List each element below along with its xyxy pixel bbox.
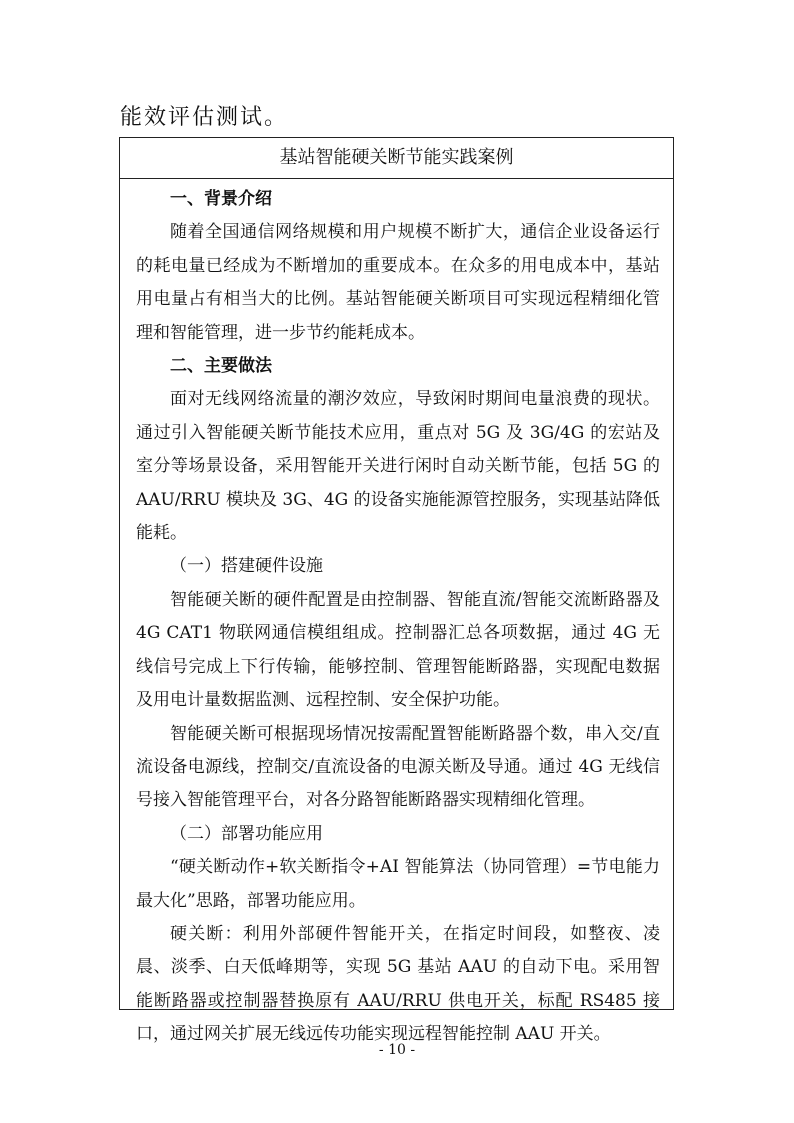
case-title: 基站智能硬关断节能实践案例 — [120, 138, 673, 179]
background-paragraph: 随着全国通信网络规模和用户规模不断扩大，通信企业设备运行的耗电量已经成为不断增加的重要成本。在众多的用电成本中，基站用电量占有相当大的比例。基站智能硬关断项目可实现远程精细化管理和智能管理，进一步节约能耗成本。 — [136, 222, 660, 343]
hardware-paragraph-2: 智能硬关断可根据现场情况按需配置智能断路器个数，串入交/直流设备电源线，控制交/直流设备的电源关断及导通。通过 4G 无线信号接入智能管理平台，对各分路智能断路器实现精细化管理。 — [136, 723, 660, 811]
deploy-paragraph-1: “硬关断动作+软关断指令+AI 智能算法（协同管理）=节电能力最大化”思路，部署功能应用。 — [136, 857, 660, 911]
approach-paragraph: 面对无线网络流量的潮汐效应，导致闲时期间电量浪费的现状。通过引入智能硬关断节能技术应用，重点对 5G 及 3G/4G 的宏站及室分等场景设备，采用智能开关进行闲时自动关断节能，包括 5G 的 AAU/RRU 模块及 3G、4G 的设备实施能源管控服务，实现基站降低能耗。 — [136, 389, 660, 544]
case-table — [119, 137, 674, 1045]
approach-heading: 二、主要做法 — [170, 356, 272, 377]
background-heading: 一、背景介绍 — [170, 189, 272, 209]
deploy-paragraph-2: 硬关断：利用外部硬件智能开关，在指定时间段，如整夜、凌晨、淡季、白天低峰期等，实现 5G 基站 AAU 的自动下电。采用智能断路器或控制器替换原有 AAU/RRU 供电开关，标配 RS485 接口，通过网关扩展无线远传功能实现远程智能控制 AAU 开关。 — [136, 923, 660, 1045]
deploy-heading: （二）部署功能应用 — [170, 823, 323, 844]
lead-text: 能效评估测试。 — [120, 105, 289, 130]
hardware-heading: （一）搭建硬件设施 — [170, 556, 323, 577]
case-body — [120, 179, 673, 1052]
hardware-paragraph-1: 智能硬关断的硬件配置是由控制器、智能直流/智能交流断路器及 4G CAT1 物联网通信模组组成。控制器汇总各项数据，通过 4G 无线信号完成上下行传输，能够控制、管理智能断路器，实现配电数据及用电计量数据监测、远程控制、安全保护功能。 — [136, 589, 660, 711]
page-number: - 10 - — [378, 1042, 416, 1058]
